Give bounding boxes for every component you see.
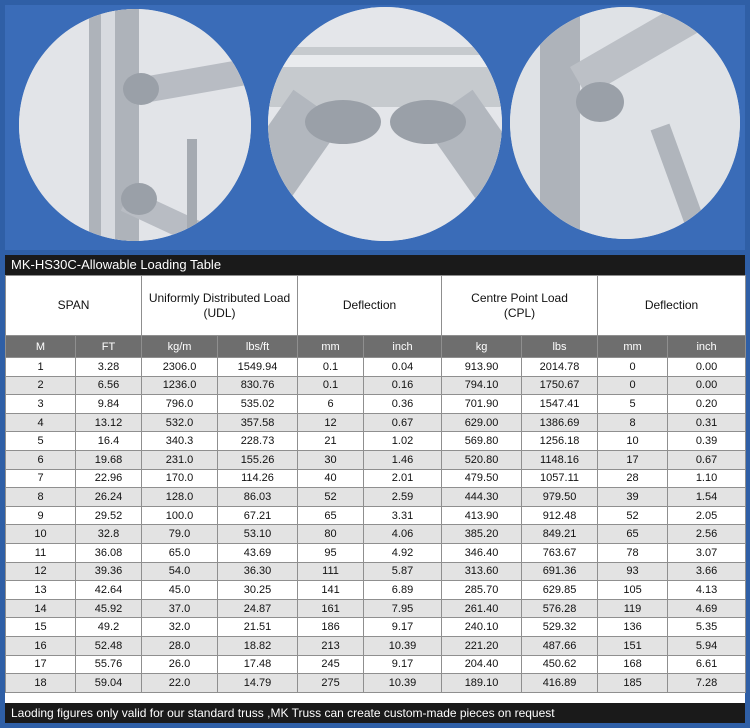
table-row xyxy=(6,450,746,469)
table-cell: 357.58 xyxy=(218,413,298,432)
table-cell: 0.00 xyxy=(668,358,746,377)
table-row xyxy=(6,376,746,395)
table-cell: 100.0 xyxy=(142,506,218,525)
table-cell: 979.50 xyxy=(522,488,598,507)
table-cell: 2.59 xyxy=(364,488,442,507)
table-cell: 54.0 xyxy=(142,562,218,581)
table-cell: 912.48 xyxy=(522,506,598,525)
table-cell: 170.0 xyxy=(142,469,218,488)
truss-photo-illustration-1 xyxy=(19,9,251,241)
span-header: SPAN xyxy=(6,276,142,336)
table-row xyxy=(6,358,746,377)
table-row xyxy=(6,562,746,581)
table-cell: 3 xyxy=(6,395,76,414)
table-cell: 1.10 xyxy=(668,469,746,488)
table-cell: 913.90 xyxy=(442,358,522,377)
table-cell: 59.04 xyxy=(76,674,142,693)
unit-cell: lbs xyxy=(522,336,598,358)
cpl-header xyxy=(442,276,598,336)
table-cell: 55.76 xyxy=(76,655,142,674)
table-cell: 52.48 xyxy=(76,636,142,655)
table-cell: 36.30 xyxy=(218,562,298,581)
table-cell: 1236.0 xyxy=(142,376,218,395)
unit-cell: FT xyxy=(76,336,142,358)
table-cell: 231.0 xyxy=(142,450,218,469)
table-cell: 532.0 xyxy=(142,413,218,432)
table-cell: 569.80 xyxy=(442,432,522,451)
table-cell: 4.13 xyxy=(668,581,746,600)
table-cell: 21 xyxy=(298,432,364,451)
table-cell: 79.0 xyxy=(142,525,218,544)
table-cell: 45.92 xyxy=(76,599,142,618)
unit-cell: kg xyxy=(442,336,522,358)
table-cell: 19.68 xyxy=(76,450,142,469)
table-cell: 576.28 xyxy=(522,599,598,618)
table-cell: 3.31 xyxy=(364,506,442,525)
table-cell: 849.21 xyxy=(522,525,598,544)
table-cell: 17 xyxy=(6,655,76,674)
table-cell: 3.66 xyxy=(668,562,746,581)
table-cell: 2 xyxy=(6,376,76,395)
table-cell: 7 xyxy=(6,469,76,488)
table-row xyxy=(6,636,746,655)
cpl-header-line1: Centre Point Load xyxy=(471,290,568,305)
table-cell: 18.82 xyxy=(218,636,298,655)
table-cell: 1547.41 xyxy=(522,395,598,414)
table-cell: 26.0 xyxy=(142,655,218,674)
table-row xyxy=(6,432,746,451)
table-cell: 763.67 xyxy=(522,543,598,562)
table-cell: 479.50 xyxy=(442,469,522,488)
table-cell: 17 xyxy=(598,450,668,469)
table-cell: 18 xyxy=(6,674,76,693)
table-cell: 30 xyxy=(298,450,364,469)
table-cell: 9.17 xyxy=(364,655,442,674)
table-cell: 28.0 xyxy=(142,636,218,655)
table-cell: 830.76 xyxy=(218,376,298,395)
table-cell: 22.96 xyxy=(76,469,142,488)
table-cell: 385.20 xyxy=(442,525,522,544)
table-cell: 285.70 xyxy=(442,581,522,600)
table-cell: 0 xyxy=(598,358,668,377)
table-cell: 346.40 xyxy=(442,543,522,562)
unit-cell: kg/m xyxy=(142,336,218,358)
loading-table-panel xyxy=(5,255,745,723)
table-cell: 10 xyxy=(6,525,76,544)
table-cell: 1.46 xyxy=(364,450,442,469)
photo-strip xyxy=(5,5,745,250)
cpl-header-line2: (CPL) xyxy=(503,305,536,320)
table-row xyxy=(6,599,746,618)
table-cell: 3.07 xyxy=(668,543,746,562)
table-cell: 22.0 xyxy=(142,674,218,693)
table-cell: 0.36 xyxy=(364,395,442,414)
truss-weld-photo-1 xyxy=(19,9,251,241)
table-cell: 6.56 xyxy=(76,376,142,395)
table-cell: 0.16 xyxy=(364,376,442,395)
table-cell: 86.03 xyxy=(218,488,298,507)
table-cell: 14.79 xyxy=(218,674,298,693)
unit-cell: mm xyxy=(598,336,668,358)
table-cell: 28 xyxy=(598,469,668,488)
table-cell: 1.02 xyxy=(364,432,442,451)
table-cell: 8 xyxy=(6,488,76,507)
table-cell: 213 xyxy=(298,636,364,655)
table-cell: 95 xyxy=(298,543,364,562)
table-cell: 4.69 xyxy=(668,599,746,618)
table-body xyxy=(6,358,746,693)
truss-weld-photo-3 xyxy=(510,7,740,239)
table-cell: 9.84 xyxy=(76,395,142,414)
table-cell: 204.40 xyxy=(442,655,522,674)
table-cell: 4.06 xyxy=(364,525,442,544)
table-cell: 32.8 xyxy=(76,525,142,544)
table-cell: 168 xyxy=(598,655,668,674)
table-cell: 313.60 xyxy=(442,562,522,581)
table-cell: 6.61 xyxy=(668,655,746,674)
table-cell: 10.39 xyxy=(364,636,442,655)
table-cell: 141 xyxy=(298,581,364,600)
table-cell: 1256.18 xyxy=(522,432,598,451)
table-cell: 42.64 xyxy=(76,581,142,600)
table-cell: 8 xyxy=(598,413,668,432)
udl-header xyxy=(142,276,298,336)
table-cell: 30.25 xyxy=(218,581,298,600)
table-row xyxy=(6,506,746,525)
table-cell: 0.39 xyxy=(668,432,746,451)
table-cell: 32.0 xyxy=(142,618,218,637)
table-cell: 93 xyxy=(598,562,668,581)
table-cell: 1057.11 xyxy=(522,469,598,488)
table-cell: 36.08 xyxy=(76,543,142,562)
table-cell: 78 xyxy=(598,543,668,562)
table-row xyxy=(6,655,746,674)
table-cell: 1750.67 xyxy=(522,376,598,395)
table-cell: 52 xyxy=(598,506,668,525)
table-title: MK-HS30C-Allowable Loading Table xyxy=(5,255,745,275)
table-cell: 151 xyxy=(598,636,668,655)
table-cell: 5.87 xyxy=(364,562,442,581)
table-cell: 39 xyxy=(598,488,668,507)
table-cell: 24.87 xyxy=(218,599,298,618)
table-cell: 136 xyxy=(598,618,668,637)
table-cell: 2014.78 xyxy=(522,358,598,377)
table-cell: 114.26 xyxy=(218,469,298,488)
table-cell: 5 xyxy=(6,432,76,451)
table-cell: 0.00 xyxy=(668,376,746,395)
table-row xyxy=(6,488,746,507)
table-cell: 1549.94 xyxy=(218,358,298,377)
table-cell: 80 xyxy=(298,525,364,544)
table-cell: 6 xyxy=(6,450,76,469)
table-row xyxy=(6,413,746,432)
table-cell: 9 xyxy=(6,506,76,525)
table-cell: 535.02 xyxy=(218,395,298,414)
table-cell: 11 xyxy=(6,543,76,562)
unit-row xyxy=(6,336,746,358)
table-cell: 40 xyxy=(298,469,364,488)
table-cell: 12 xyxy=(298,413,364,432)
table-cell: 6.89 xyxy=(364,581,442,600)
table-cell: 189.10 xyxy=(442,674,522,693)
table-cell: 340.3 xyxy=(142,432,218,451)
table-cell: 16.4 xyxy=(76,432,142,451)
table-cell: 529.32 xyxy=(522,618,598,637)
table-cell: 39.36 xyxy=(76,562,142,581)
table-cell: 6 xyxy=(298,395,364,414)
table-cell: 629.85 xyxy=(522,581,598,600)
table-cell: 37.0 xyxy=(142,599,218,618)
table-cell: 16 xyxy=(6,636,76,655)
truss-photo-illustration-2 xyxy=(268,7,502,241)
table-cell: 691.36 xyxy=(522,562,598,581)
table-cell: 701.90 xyxy=(442,395,522,414)
table-cell: 240.10 xyxy=(442,618,522,637)
table-cell: 65 xyxy=(598,525,668,544)
table-cell: 2.56 xyxy=(668,525,746,544)
table-cell: 29.52 xyxy=(76,506,142,525)
table-cell: 53.10 xyxy=(218,525,298,544)
table-row xyxy=(6,674,746,693)
table-cell: 0.67 xyxy=(668,450,746,469)
table-row xyxy=(6,543,746,562)
table-cell: 261.40 xyxy=(442,599,522,618)
table-cell: 275 xyxy=(298,674,364,693)
unit-cell: inch xyxy=(364,336,442,358)
footer-note: Laoding figures only valid for our standard truss ,MK Truss can create custom-made pieces on request xyxy=(5,703,745,723)
udl-header-line1: Uniformly Distributed Load xyxy=(148,290,291,305)
unit-cell: M xyxy=(6,336,76,358)
table-cell: 413.90 xyxy=(442,506,522,525)
table-cell: 26.24 xyxy=(76,488,142,507)
table-cell: 185 xyxy=(598,674,668,693)
table-row xyxy=(6,525,746,544)
table-cell: 10.39 xyxy=(364,674,442,693)
table-cell: 1 xyxy=(6,358,76,377)
table-cell: 21.51 xyxy=(218,618,298,637)
table-cell: 5 xyxy=(598,395,668,414)
table-cell: 228.73 xyxy=(218,432,298,451)
table-cell: 13.12 xyxy=(76,413,142,432)
table-cell: 794.10 xyxy=(442,376,522,395)
table-cell: 0.31 xyxy=(668,413,746,432)
table-cell: 796.0 xyxy=(142,395,218,414)
table-cell: 17.48 xyxy=(218,655,298,674)
table-cell: 4 xyxy=(6,413,76,432)
table-cell: 9.17 xyxy=(364,618,442,637)
loading-table xyxy=(5,275,746,693)
table-cell: 14 xyxy=(6,599,76,618)
table-cell: 2.05 xyxy=(668,506,746,525)
table-cell: 15 xyxy=(6,618,76,637)
truss-weld-photo-2 xyxy=(268,7,502,241)
unit-cell: mm xyxy=(298,336,364,358)
table-cell: 3.28 xyxy=(76,358,142,377)
table-cell: 45.0 xyxy=(142,581,218,600)
table-cell: 0.1 xyxy=(298,376,364,395)
table-cell: 1148.16 xyxy=(522,450,598,469)
header-row xyxy=(6,276,746,336)
table-cell: 0.20 xyxy=(668,395,746,414)
table-cell: 444.30 xyxy=(442,488,522,507)
table-cell: 0 xyxy=(598,376,668,395)
table-cell: 450.62 xyxy=(522,655,598,674)
unit-cell: inch xyxy=(668,336,746,358)
table-row xyxy=(6,395,746,414)
table-cell: 2306.0 xyxy=(142,358,218,377)
table-cell: 7.28 xyxy=(668,674,746,693)
table-cell: 0.04 xyxy=(364,358,442,377)
table-cell: 1.54 xyxy=(668,488,746,507)
table-cell: 65.0 xyxy=(142,543,218,562)
table-cell: 65 xyxy=(298,506,364,525)
deflection-header-1: Deflection xyxy=(298,276,442,336)
truss-photo-illustration-3 xyxy=(510,7,740,239)
table-cell: 43.69 xyxy=(218,543,298,562)
table-cell: 105 xyxy=(598,581,668,600)
table-cell: 7.95 xyxy=(364,599,442,618)
table-cell: 161 xyxy=(298,599,364,618)
deflection-header-2: Deflection xyxy=(598,276,746,336)
table-cell: 186 xyxy=(298,618,364,637)
table-cell: 119 xyxy=(598,599,668,618)
table-cell: 629.00 xyxy=(442,413,522,432)
table-cell: 128.0 xyxy=(142,488,218,507)
udl-header-line2: (UDL) xyxy=(203,305,236,320)
table-cell: 5.35 xyxy=(668,618,746,637)
table-row xyxy=(6,581,746,600)
table-cell: 2.01 xyxy=(364,469,442,488)
table-cell: 155.26 xyxy=(218,450,298,469)
table-row xyxy=(6,618,746,637)
table-cell: 1386.69 xyxy=(522,413,598,432)
table-cell: 520.80 xyxy=(442,450,522,469)
table-cell: 5.94 xyxy=(668,636,746,655)
table-cell: 10 xyxy=(598,432,668,451)
table-cell: 13 xyxy=(6,581,76,600)
table-cell: 12 xyxy=(6,562,76,581)
table-row xyxy=(6,469,746,488)
unit-cell: lbs/ft xyxy=(218,336,298,358)
table-cell: 221.20 xyxy=(442,636,522,655)
table-cell: 245 xyxy=(298,655,364,674)
table-cell: 67.21 xyxy=(218,506,298,525)
table-cell: 52 xyxy=(298,488,364,507)
table-cell: 487.66 xyxy=(522,636,598,655)
table-cell: 0.1 xyxy=(298,358,364,377)
table-cell: 111 xyxy=(298,562,364,581)
table-cell: 416.89 xyxy=(522,674,598,693)
table-cell: 0.67 xyxy=(364,413,442,432)
table-cell: 49.2 xyxy=(76,618,142,637)
table-cell: 4.92 xyxy=(364,543,442,562)
